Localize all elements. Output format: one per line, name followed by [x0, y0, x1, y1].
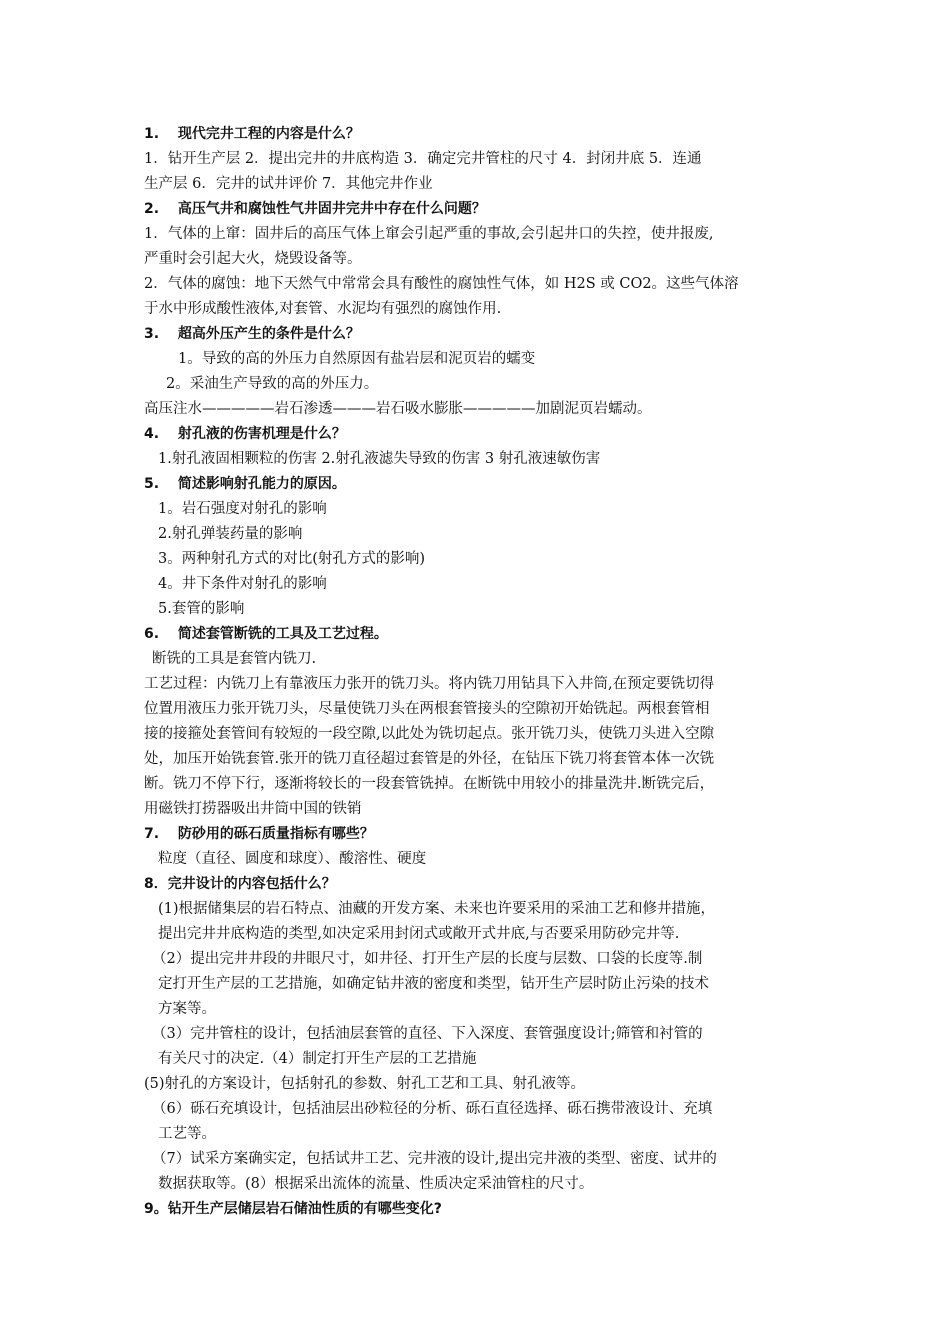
- answer-line: 高压注水—————岩石渗透———岩石吸水膨胀—————加剧泥页岩蠕动。: [144, 401, 652, 417]
- answer-line: 提出完井井底构造的类型,如决定采用封闭式或敞开式井底,与否要采用防砂完井等.: [158, 926, 680, 942]
- question-heading: 4. 射孔液的伤害机理是什么？: [144, 426, 346, 442]
- answer-line: 3。两种射孔方式的对比(射孔方式的影响): [158, 551, 426, 567]
- answer-line: 粒度（直径、圆度和球度）、酸溶性、硬度: [158, 851, 427, 867]
- answer-line: 有关尺寸的决定.（4）制定打开生产层的工艺措施: [158, 1051, 477, 1067]
- answer-line: 严重时会引起大火，烧毁设备等。: [144, 251, 362, 267]
- answer-line: 1．钻开生产层 2．提出完井的井底构造 3．确定完井管柱的尺寸 4．封闭井底 5．连通: [144, 151, 702, 167]
- question-heading: 1. 现代完井工程的内容是什么？: [144, 126, 360, 142]
- answer-line: 1．气体的上窜：固井后的高压气体上窜会引起严重的事故,会引起井口的失控，使井报废,: [144, 226, 714, 242]
- answer-line: 接的接箍处套管间有较短的一段空隙,以此处为铣切起点。张开铣刀头，使铣刀头进入空隙: [144, 726, 715, 742]
- answer-line: 断铣的工具是套管内铣刀.: [152, 651, 317, 667]
- answer-line: 工艺等。: [158, 1126, 216, 1142]
- answer-line: 断。铣刀不停下行，逐渐将较长的一段套管铣掉。在断铣中用较小的排量洗井.断铣完后，: [144, 776, 715, 792]
- question-heading: 2. 高压气井和腐蚀性气井固井完井中存在什么问题？: [144, 201, 486, 217]
- answer-line: 1。岩石强度对射孔的影响: [158, 501, 327, 517]
- answer-line: 生产层 6．完井的试井评价 7．其他完井作业: [144, 176, 433, 192]
- answer-line: (1)根据储集层的岩石特点、油藏的开发方案、未来也许要采用的采油工艺和修井措施，: [158, 901, 716, 917]
- question-heading: 5. 简述影响射孔能力的原因。: [144, 476, 346, 492]
- answer-line: 4。井下条件对射孔的影响: [158, 576, 327, 592]
- answer-line: 于水中形成酸性液体,对套管、水泥均有强烈的腐蚀作用.: [144, 301, 502, 317]
- answer-line: (5)射孔的方案设计，包括射孔的参数、射孔工艺和工具、射孔液等。: [144, 1076, 586, 1092]
- question-heading: 6. 简述套管断铣的工具及工艺过程。: [144, 626, 388, 642]
- answer-line: 定打开生产层的工艺措施，如确定钻井液的密度和类型，钻开生产层时防止污染的技术: [158, 976, 709, 992]
- answer-line: （2）提出完井井段的井眼尺寸，如井径、打开生产层的长度与层数、口袋的长度等.制: [152, 951, 703, 967]
- answer-line: 1.射孔液固相颗粒的伤害 2.射孔液滤失导致的伤害 3 射孔液速敏伤害: [158, 451, 601, 467]
- answer-line: 处，加压开始铣套管.张开的铣刀直径超过套管是的外径，在钻压下铣刀将套管本体一次铣: [144, 751, 715, 767]
- answer-line: 工艺过程：内铣刀上有靠液压力张开的铣刀头。将内铣刀用钻具下入井筒,在预定要铣切得: [144, 676, 715, 692]
- answer-line: 2.射孔弹装药量的影响: [158, 526, 303, 542]
- answer-line: 2。采油生产导致的高的外压力。: [166, 376, 379, 392]
- document-page: [144, 122, 808, 1222]
- answer-line: 5.套管的影响: [158, 601, 245, 617]
- answer-line: 位置用液压力张开铣刀头，尽量使铣刀头在两根套管接头的空隙初开始铣起。两根套管相: [144, 701, 710, 717]
- answer-line: 方案等。: [158, 1001, 216, 1017]
- question-heading: 3. 超高外压产生的条件是什么？: [144, 326, 360, 342]
- answer-line: （6）砾石充填设计，包括油层出砂粒径的分析、砾石直径选择、砾石携带液设计、充填: [152, 1101, 713, 1117]
- question-heading: 7. 防砂用的砾石质量指标有哪些？: [144, 826, 374, 842]
- answer-line: （3）完井管柱的设计，包括油层套管的直径、下入深度、套管强度设计;筛管和衬管的: [152, 1026, 703, 1042]
- question-heading: 9。钻开生产层储层岩石储油性质的有哪些变化?: [144, 1201, 442, 1217]
- answer-line: 2．气体的腐蚀：地下天然气中常常会具有酸性的腐蚀性气体，如 H2S 或 CO2。这些气体溶: [144, 276, 739, 292]
- answer-line: 用磁铁打捞器吸出井筒中国的铁销: [144, 801, 362, 817]
- answer-line: 数据获取等。(8）根据采出流体的流量、性质决定采油管柱的尺寸。: [158, 1176, 594, 1192]
- answer-line: （7）试采方案确实定，包括试井工艺、完井液的设计,提出完井液的类型、密度、试井的: [152, 1151, 717, 1167]
- answer-line: 1。导致的高的外压力自然原因有盐岩层和泥页岩的蠕变: [178, 351, 536, 367]
- question-heading: 8．完井设计的内容包括什么？: [144, 876, 336, 892]
